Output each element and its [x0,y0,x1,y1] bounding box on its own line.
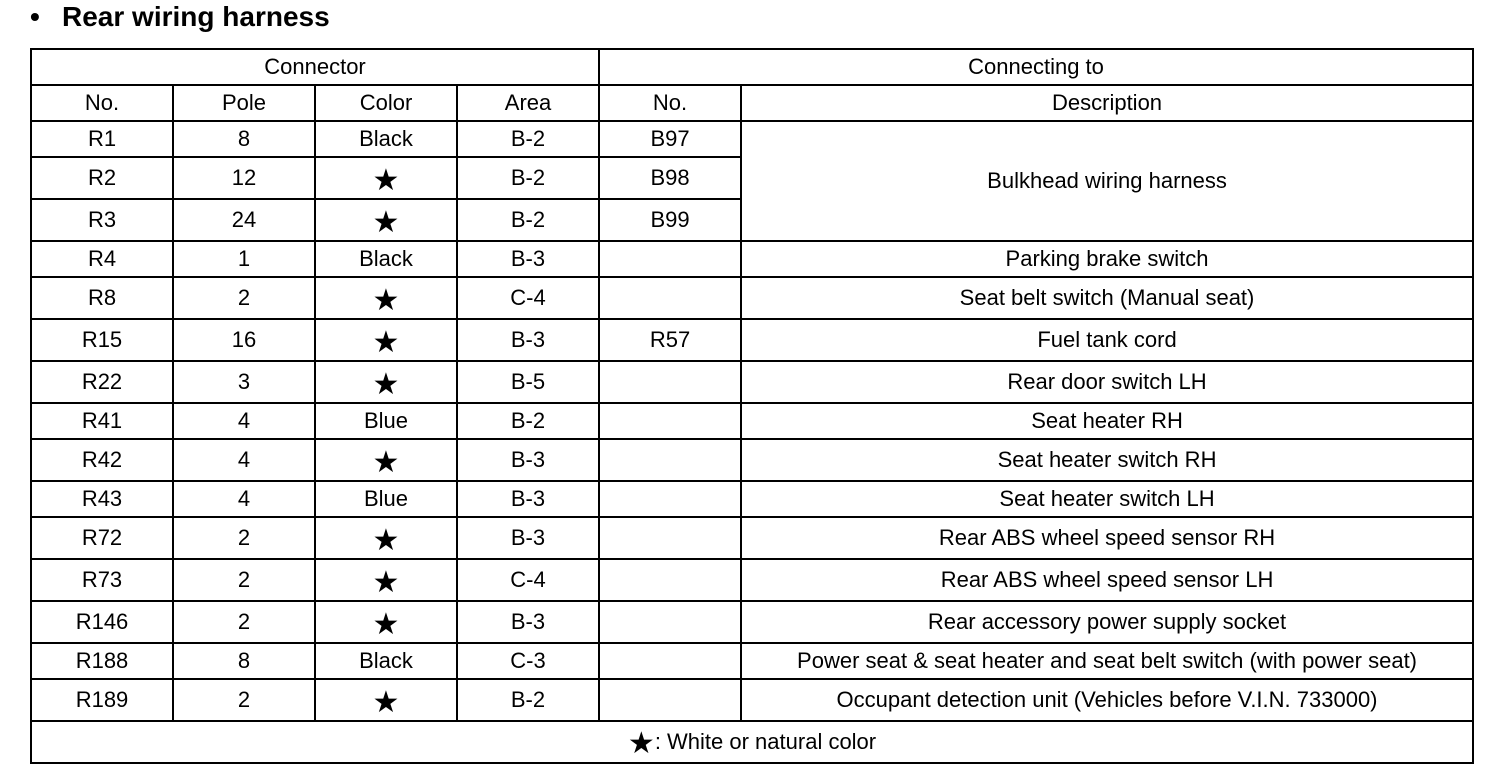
cell-area: B-5 [457,361,599,403]
star-icon: ★ [372,284,400,317]
cell-area: B-3 [457,319,599,361]
table-row [31,241,1473,277]
table-row [31,439,1473,481]
cell-description: Rear door switch LH [741,361,1473,403]
cell-description: Rear ABS wheel speed sensor RH [741,517,1473,559]
cell-no: R3 [31,199,173,241]
cell-color [315,559,457,601]
cell-area: C-4 [457,277,599,319]
cell-pole: 24 [173,199,315,241]
cell-to-no: B97 [599,121,741,157]
star-icon: ★ [372,164,400,197]
cell-pole: 1 [173,241,315,277]
header-description: Description [741,85,1473,121]
cell-no: R188 [31,643,173,679]
header-color: Color [315,85,457,121]
cell-pole: 16 [173,319,315,361]
cell-color: Black [315,643,457,679]
star-icon: ★ [372,368,400,401]
cell-pole: 8 [173,121,315,157]
bullet: • [30,1,40,32]
cell-to-no: B98 [599,157,741,199]
cell-color [315,157,457,199]
cell-color [315,439,457,481]
cell-pole: 2 [173,517,315,559]
cell-pole: 3 [173,361,315,403]
cell-area: B-2 [457,157,599,199]
cell-color [315,517,457,559]
cell-pole: 2 [173,601,315,643]
cell-description: Rear ABS wheel speed sensor LH [741,559,1473,601]
header-to-no: No. [599,85,741,121]
cell-description: Seat heater switch RH [741,439,1473,481]
cell-no: R73 [31,559,173,601]
header-connector: Connector [31,49,599,85]
star-icon: ★ [627,727,655,760]
cell-color: Black [315,241,457,277]
cell-area: B-3 [457,241,599,277]
cell-description: Seat heater RH [741,403,1473,439]
cell-to-no [599,277,741,319]
cell-to-no [599,559,741,601]
table-row [31,679,1473,721]
cell-to-no [599,241,741,277]
cell-to-no: B99 [599,199,741,241]
table-row [31,121,1473,157]
cell-area: B-3 [457,517,599,559]
cell-no: R42 [31,439,173,481]
star-icon: ★ [372,566,400,599]
table-row [31,481,1473,517]
cell-to-no [599,439,741,481]
cell-no: R189 [31,679,173,721]
footnote-row [31,721,1473,763]
star-icon: ★ [372,326,400,359]
cell-pole: 12 [173,157,315,199]
cell-area: B-3 [457,439,599,481]
cell-no: R1 [31,121,173,157]
table-row [31,643,1473,679]
header-connecting-to: Connecting to [599,49,1473,85]
cell-to-no [599,403,741,439]
cell-description: Seat belt switch (Manual seat) [741,277,1473,319]
cell-color: Blue [315,481,457,517]
page-title [30,0,330,34]
title-text: Rear wiring harness [62,1,330,32]
cell-no: R72 [31,517,173,559]
cell-description: Parking brake switch [741,241,1473,277]
table-row [31,517,1473,559]
cell-to-no [599,643,741,679]
header-no: No. [31,85,173,121]
table-row [31,559,1473,601]
star-icon: ★ [372,686,400,719]
cell-area: C-3 [457,643,599,679]
cell-description: Power seat & seat heater and seat belt switch (with power seat) [741,643,1473,679]
cell-pole: 2 [173,679,315,721]
cell-color [315,679,457,721]
cell-area: B-2 [457,679,599,721]
header-row-groups [31,49,1473,85]
cell-no: R43 [31,481,173,517]
cell-to-no [599,601,741,643]
cell-no: R146 [31,601,173,643]
cell-color [315,361,457,403]
footnote-text: : White or natural color [654,729,877,754]
cell-color [315,601,457,643]
cell-to-no [599,679,741,721]
cell-no: R15 [31,319,173,361]
table-row [31,601,1473,643]
cell-no: R22 [31,361,173,403]
table-row [31,277,1473,319]
table-row [31,403,1473,439]
cell-area: B-2 [457,199,599,241]
cell-area: B-3 [457,601,599,643]
footnote [31,721,1473,763]
cell-description: Rear accessory power supply socket [741,601,1473,643]
cell-area: B-3 [457,481,599,517]
cell-description: Occupant detection unit (Vehicles before V.I.N. 733000) [741,679,1473,721]
cell-color [315,199,457,241]
star-icon: ★ [372,206,400,239]
header-row-columns [31,85,1473,121]
cell-area: B-2 [457,403,599,439]
cell-pole: 2 [173,277,315,319]
cell-pole: 4 [173,481,315,517]
cell-color [315,277,457,319]
star-icon: ★ [372,608,400,641]
cell-description: Seat heater switch LH [741,481,1473,517]
cell-pole: 2 [173,559,315,601]
header-area: Area [457,85,599,121]
cell-to-no [599,517,741,559]
cell-pole: 4 [173,403,315,439]
cell-no: R8 [31,277,173,319]
cell-to-no [599,481,741,517]
cell-color: Black [315,121,457,157]
star-icon: ★ [372,446,400,479]
cell-no: R41 [31,403,173,439]
cell-color: Blue [315,403,457,439]
cell-pole: 8 [173,643,315,679]
cell-no: R4 [31,241,173,277]
cell-color [315,319,457,361]
cell-no: R2 [31,157,173,199]
cell-to-no: R57 [599,319,741,361]
table-row [31,319,1473,361]
cell-area: B-2 [457,121,599,157]
cell-description: Bulkhead wiring harness [741,121,1473,241]
cell-description: Fuel tank cord [741,319,1473,361]
cell-area: C-4 [457,559,599,601]
cell-to-no [599,361,741,403]
star-icon: ★ [372,524,400,557]
harness-table [30,48,1474,764]
table-row [31,361,1473,403]
header-pole: Pole [173,85,315,121]
cell-pole: 4 [173,439,315,481]
